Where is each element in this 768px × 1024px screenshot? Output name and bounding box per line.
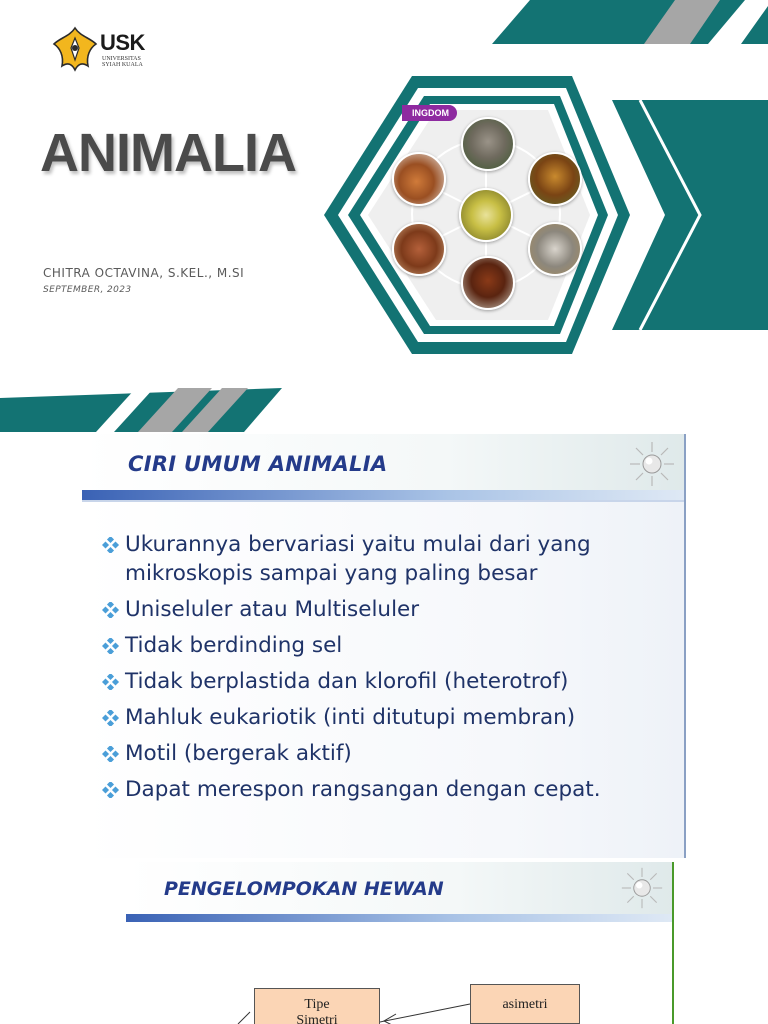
symmetry-type-box bbox=[254, 988, 380, 1024]
bullet-text: Uniseluler atau Multiseluler bbox=[125, 597, 420, 622]
characteristics-list bbox=[102, 530, 682, 811]
lion-photo bbox=[528, 152, 582, 206]
beetle-photo bbox=[461, 256, 515, 310]
grouping-slide bbox=[126, 862, 674, 1024]
author-name: CHITRA OCTAVINA, S.KEL., M.SI bbox=[43, 266, 245, 280]
slide-edge-line bbox=[684, 434, 686, 858]
logo-short-name: USK bbox=[100, 30, 145, 55]
list-item bbox=[102, 775, 682, 804]
list-item bbox=[102, 530, 682, 588]
slide-heading: PENGELOMPOKAN HEWAN bbox=[164, 878, 444, 900]
logo-line1: UNIVERSITAS bbox=[102, 56, 141, 62]
diamond-bullet-icon bbox=[102, 638, 120, 654]
presentation-date: SEPTEMBER, 2023 bbox=[43, 285, 132, 295]
usk-logo bbox=[52, 26, 162, 74]
sun-burst-icon bbox=[628, 440, 676, 488]
list-item bbox=[102, 631, 682, 660]
bullet-text: Dapat merespon rangsangan dengan cepat. bbox=[125, 777, 601, 802]
diamond-bullet-icon bbox=[102, 710, 120, 726]
box-label-line2: Simetri bbox=[296, 1013, 338, 1024]
bullet-text: Ukurannya bervariasi yaitu mulai dari yang mikroskopis sampai yang paling besar bbox=[125, 532, 591, 586]
bullet-text: Tidak berplastida dan klorofil (heterotrof) bbox=[125, 669, 569, 694]
header-divider bbox=[82, 490, 686, 500]
slide-title: ANIMALIA bbox=[40, 123, 296, 183]
squirrel-photo bbox=[392, 152, 446, 206]
diamond-bullet-icon bbox=[102, 602, 120, 618]
characteristics-slide bbox=[82, 434, 686, 858]
kingdom-label: INGDOM bbox=[402, 105, 457, 121]
bullet-text: Mahluk eukariotik (inti ditutupi membran) bbox=[125, 705, 576, 730]
list-item bbox=[102, 595, 682, 624]
sea-cucumber-photo bbox=[392, 222, 446, 276]
lemurs-photo bbox=[528, 222, 582, 276]
bullet-text: Motil (bergerak aktif) bbox=[125, 741, 352, 766]
box-label-line1: Tipe bbox=[304, 997, 330, 1012]
elephant-photo bbox=[461, 117, 515, 171]
diamond-bullet-icon bbox=[102, 746, 120, 762]
usk-emblem-icon bbox=[52, 26, 98, 72]
diamond-bullet-icon bbox=[102, 674, 120, 690]
logo-full-name bbox=[102, 56, 143, 68]
list-item bbox=[102, 703, 682, 732]
diamond-bullet-icon bbox=[102, 782, 120, 798]
diagram-connectors bbox=[126, 862, 674, 1024]
sea-urchin-photo bbox=[459, 188, 513, 242]
slide-heading: CIRI UMUM ANIMALIA bbox=[128, 452, 388, 476]
title-slide bbox=[0, 0, 768, 432]
asymmetry-box: asimetri bbox=[470, 984, 580, 1024]
logo-line2: SYIAH KUALA bbox=[102, 62, 143, 68]
list-item bbox=[102, 667, 682, 696]
bullet-text: Tidak berdinding sel bbox=[125, 633, 343, 658]
diamond-bullet-icon bbox=[102, 537, 120, 553]
list-item bbox=[102, 739, 682, 768]
